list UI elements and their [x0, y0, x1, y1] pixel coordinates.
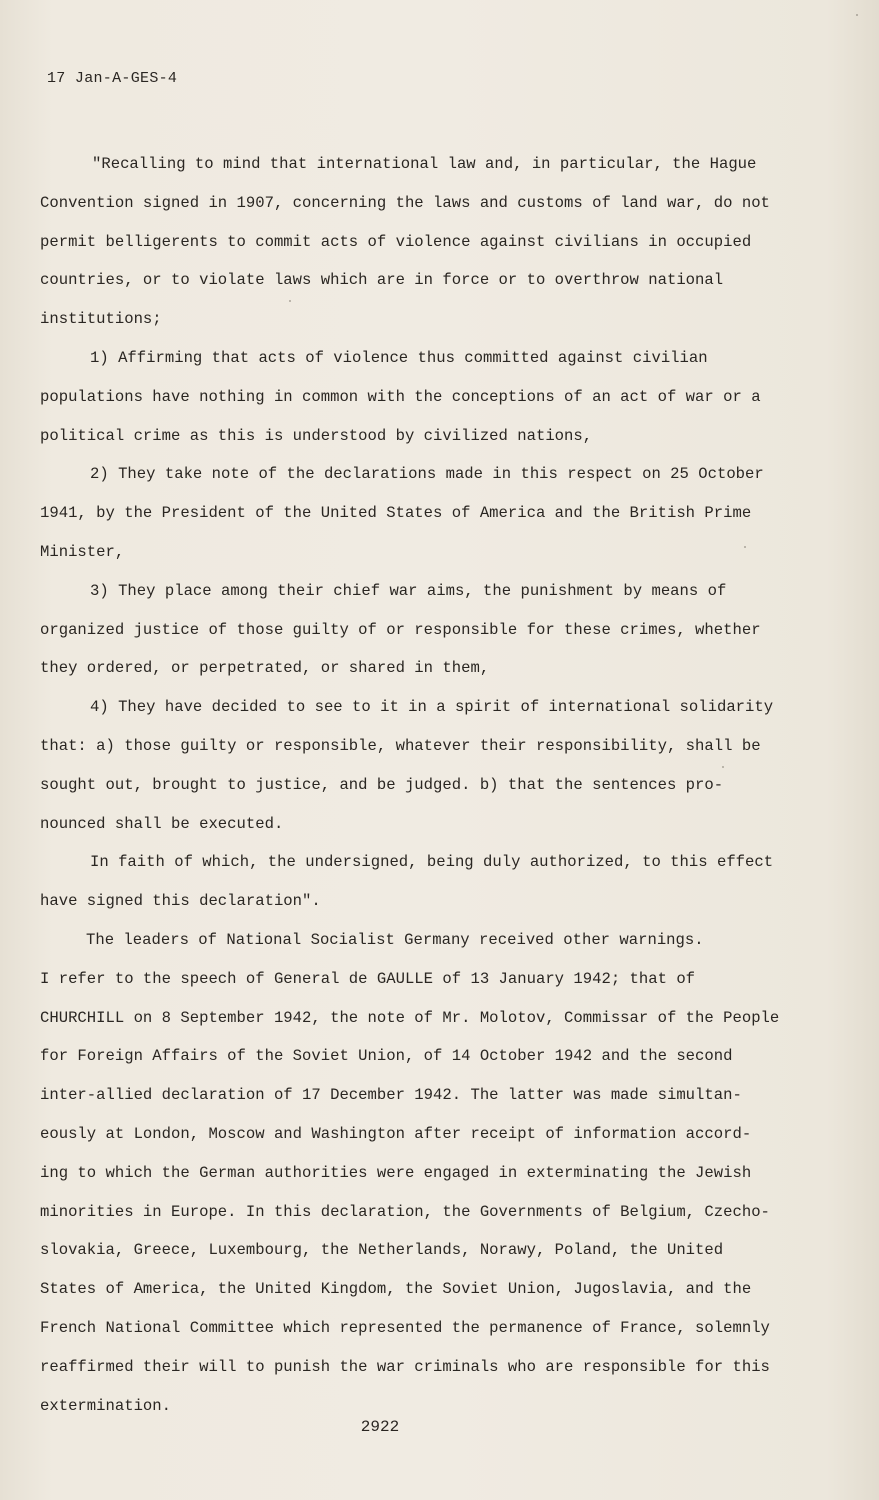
text-line: I refer to the speech of General de GAULLE of 13 January 1942; that of — [40, 969, 696, 988]
text-line: ing to which the German authorities were engaged in exterminating the Jewish — [40, 1163, 752, 1182]
text-line: have signed this declaration". — [40, 892, 321, 911]
document-body — [40, 145, 810, 1425]
text-line: countries, or to violate laws which are in force or to overthrow national — [40, 271, 724, 290]
document-reference: 17 Jan-A-GES-4 — [47, 70, 178, 87]
paper-speck — [744, 546, 746, 548]
text-line: The leaders of National Socialist Germany received other warnings. — [86, 930, 704, 949]
text-line: they ordered, or perpetrated, or shared in them, — [40, 659, 490, 678]
text-line: CHURCHILL on 8 September 1942, the note of Mr. Molotov, Commissar of the People — [40, 1008, 780, 1027]
text-line: In faith of which, the undersigned, being duly authorized, to this effect — [90, 853, 774, 872]
text-line: "Recalling to mind that international law and, in particular, the Hague — [92, 155, 757, 173]
text-line: Minister, — [40, 542, 125, 561]
text-line: reaffirmed their will to punish the war criminals who are responsible for this — [40, 1357, 770, 1376]
paper-speck — [722, 766, 724, 768]
paper-speck — [856, 14, 858, 16]
text-line: eously at London, Moscow and Washington after receipt of information accord- — [40, 1124, 752, 1143]
paper-speck — [289, 300, 291, 302]
text-line: sought out, brought to justice, and be judged. b) that the sentences pro- — [40, 775, 724, 794]
text-line: slovakia, Greece, Luxembourg, the Netherlands, Norawy, Poland, the United — [40, 1241, 724, 1260]
text-line: that: a) those guilty or responsible, whatever their responsibility, shall be — [40, 736, 761, 755]
text-line: organized justice of those guilty of or responsible for these crimes, whether — [40, 620, 761, 639]
text-line: political crime as this is understood by civilized nations, — [40, 426, 593, 445]
text-line: 2) They take note of the declarations made in this respect on 25 October — [90, 465, 764, 484]
text-line: minorities in Europe. In this declaration, the Governments of Belgium, Czecho- — [40, 1202, 770, 1221]
text-line: institutions; — [40, 310, 162, 329]
text-line: inter-allied declaration of 17 December 1942. The latter was made simultan- — [40, 1086, 742, 1105]
text-line: 4) They have decided to see to it in a spirit of international solidarity — [90, 698, 774, 717]
text-line: Convention signed in 1907, concerning the laws and customs of land war, do not — [40, 193, 770, 212]
text-line: extermination. — [40, 1396, 172, 1415]
text-line: 1) Affirming that acts of violence thus committed against civilian — [90, 348, 708, 367]
text-line: for Foreign Affairs of the Soviet Union, of 14 October 1942 and the second — [40, 1047, 733, 1066]
page-number: 2922 — [360, 1418, 400, 1436]
text-line: permit belligerents to commit acts of violence against civilians in occupied — [40, 232, 752, 251]
text-line: French National Committee which represented the permanence of France, solemnly — [40, 1318, 770, 1337]
text-line: 1941, by the President of the United States of America and the British Prime — [40, 504, 752, 523]
text-line: nounced shall be executed. — [40, 814, 284, 833]
text-line: States of America, the United Kingdom, the Soviet Union, Jugoslavia, and the — [40, 1280, 752, 1299]
text-line: populations have nothing in common with the conceptions of an act of war or a — [40, 387, 761, 406]
text-line: 3) They place among their chief war aims, the punishment by means of — [90, 581, 727, 600]
